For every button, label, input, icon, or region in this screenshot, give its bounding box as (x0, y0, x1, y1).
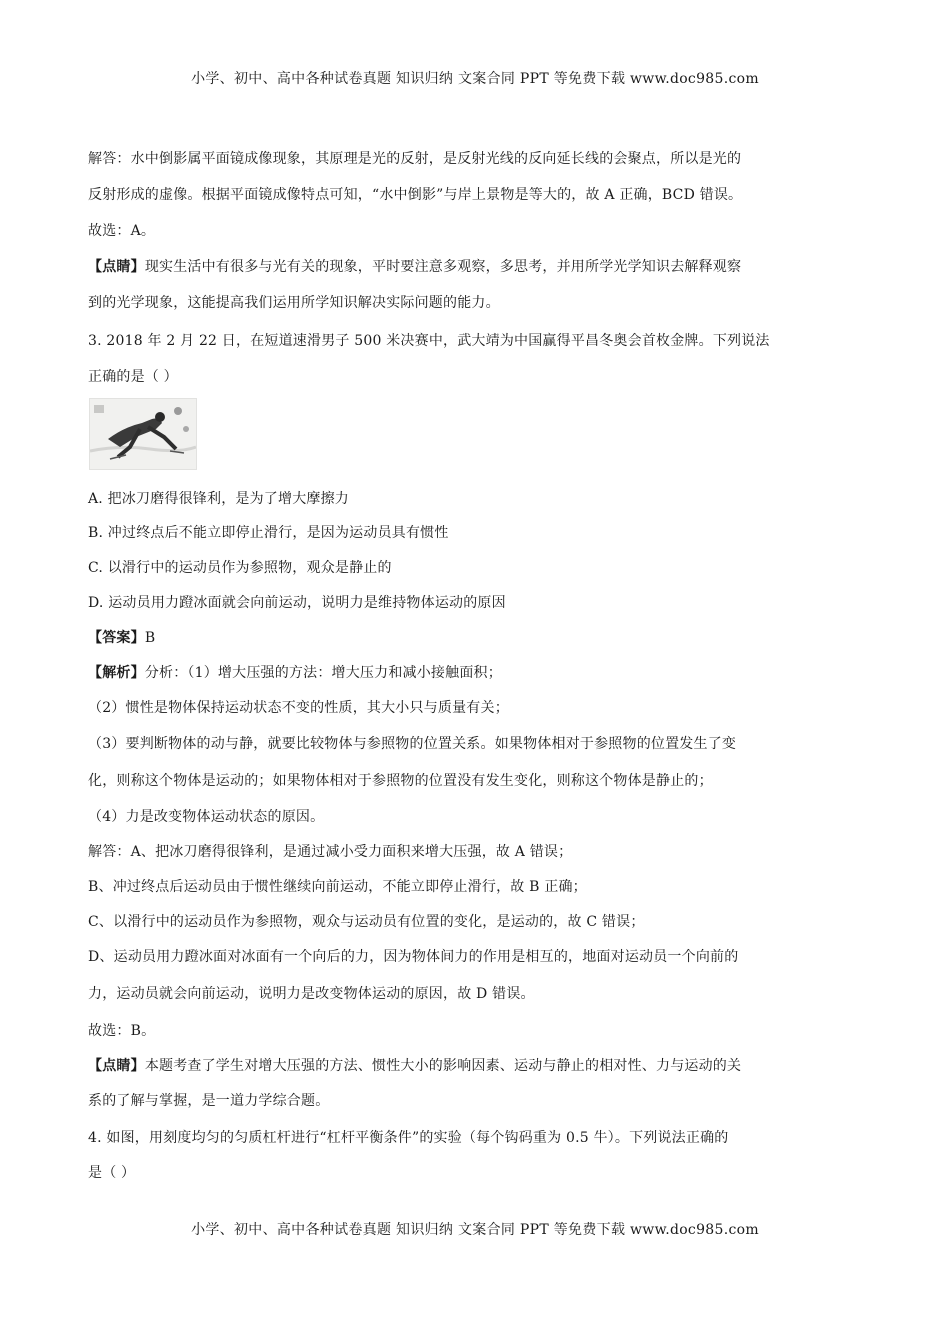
prev-choose: 故选：A。 (88, 223, 156, 239)
comment-tag: 【点睛】 (88, 1058, 145, 1074)
q3-comment-line-2: 系的了解与掌握，是一道力学综合题。 (88, 1093, 330, 1109)
q3-solution-line-4: D、运动员用力蹬冰面对冰面有一个向后的力，因为物体间力的作用是相互的，地面对运动员一个向前的 (88, 949, 739, 965)
comment-text: 本题考查了学生对增大压强的方法、惯性大小的影响因素、运动与静止的相对性、力与运动的关 (144, 1058, 742, 1074)
q3-solution-line-3: C、以滑行中的运动员作为参照物，观众与运动员有位置的变化，是运动的，故 C 错误； (88, 914, 645, 930)
q3-option-b: B. 冲过终点后不能立即停止滑行，是因为运动员具有惯性 (88, 525, 449, 541)
comment-tag: 【点睛】 (88, 259, 145, 275)
page-footer: 小学、初中、高中各种试卷真题 知识归纳 文案合同 PPT 等免费下载 www.doc985.com (191, 1222, 759, 1238)
q3-comment-line-1 (88, 1055, 868, 1075)
q3-analysis-line-3: （3）要判断物体的动与静，就要比较物体与参照物的位置关系。如果物体相对于参照物的位置发生了变 (88, 736, 737, 752)
q3-solution-line-1: 解答：A、把冰刀磨得很锋利，是通过减小受力面积来增大压强，故 A 错误； (88, 844, 573, 860)
q3-solution-line-5: 力，运动员就会向前运动，说明力是改变物体运动的原因，故 D 错误。 (88, 986, 535, 1002)
q3-stem-line-1: 3. 2018 年 2 月 22 日，在短道速滑男子 500 米决赛中，武大靖为中国赢得平昌冬奥会首枚金牌。下列说法 (88, 333, 770, 349)
q3-choose: 故选：B。 (88, 1023, 156, 1039)
analysis-tag: 【解析】 (88, 665, 145, 681)
answer-tag: 【答案】 (88, 630, 145, 646)
skater-illustration (90, 399, 196, 469)
answer-value: B (144, 630, 156, 646)
q3-option-c: C. 以滑行中的运动员作为参照物，观众是静止的 (88, 560, 392, 576)
analysis-text: 分析：（1）增大压强的方法：增大压力和减小接触面积； (144, 665, 502, 681)
q3-analysis-line-2: （2）惯性是物体保持运动状态不变的性质，其大小只与质量有关； (88, 700, 509, 716)
q3-solution-line-2: B、冲过终点后运动员由于惯性继续向前运动，不能立即停止滑行，故 B 正确； (88, 879, 587, 895)
prev-comment-line-2: 到的光学现象，这能提高我们运用所学知识解决实际问题的能力。 (88, 295, 500, 311)
prev-comment-line-1 (88, 256, 868, 276)
q3-analysis-line-4: 化，则称这个物体是运动的；如果物体相对于参照物的位置没有发生变化，则称这个物体是静止的； (88, 773, 713, 789)
speed-skater-image (89, 398, 197, 470)
q3-option-d: D. 运动员用力蹬冰面就会向前运动，说明力是维持物体运动的原因 (88, 595, 506, 611)
q3-stem-line-2: 正确的是（ ） (88, 369, 178, 385)
page-header: 小学、初中、高中各种试卷真题 知识归纳 文案合同 PPT 等免费下载 www.doc985.com (191, 71, 759, 87)
comment-text: 现实生活中有很多与光有关的现象，平时要注意多观察，多思考，并用所学光学知识去解释观察 (144, 259, 742, 275)
q3-option-a: A. 把冰刀磨得很锋利，是为了增大摩擦力 (88, 491, 350, 507)
prev-answer-line-2: 反射形成的虚像。根据平面镜成像特点可知，“水中倒影”与岸上景物是等大的，故 A 正确，BCD 错误。 (88, 187, 743, 203)
q4-stem-line-1: 4. 如图，用刻度均匀的匀质杠杆进行“杠杆平衡条件”的实验（每个钩码重为 0.5 牛）。下列说法正确的 (88, 1130, 729, 1146)
q4-stem-line-2: 是（ ） (88, 1165, 136, 1181)
q3-analysis-line-1 (88, 662, 868, 682)
q3-analysis-line-5: （4）力是改变物体运动状态的原因。 (88, 809, 325, 825)
q3-answer (88, 627, 868, 647)
prev-answer-line-1: 解答：水中倒影属平面镜成像现象，其原理是光的反射，是反射光线的反向延长线的会聚点，所以是光的 (88, 151, 742, 167)
